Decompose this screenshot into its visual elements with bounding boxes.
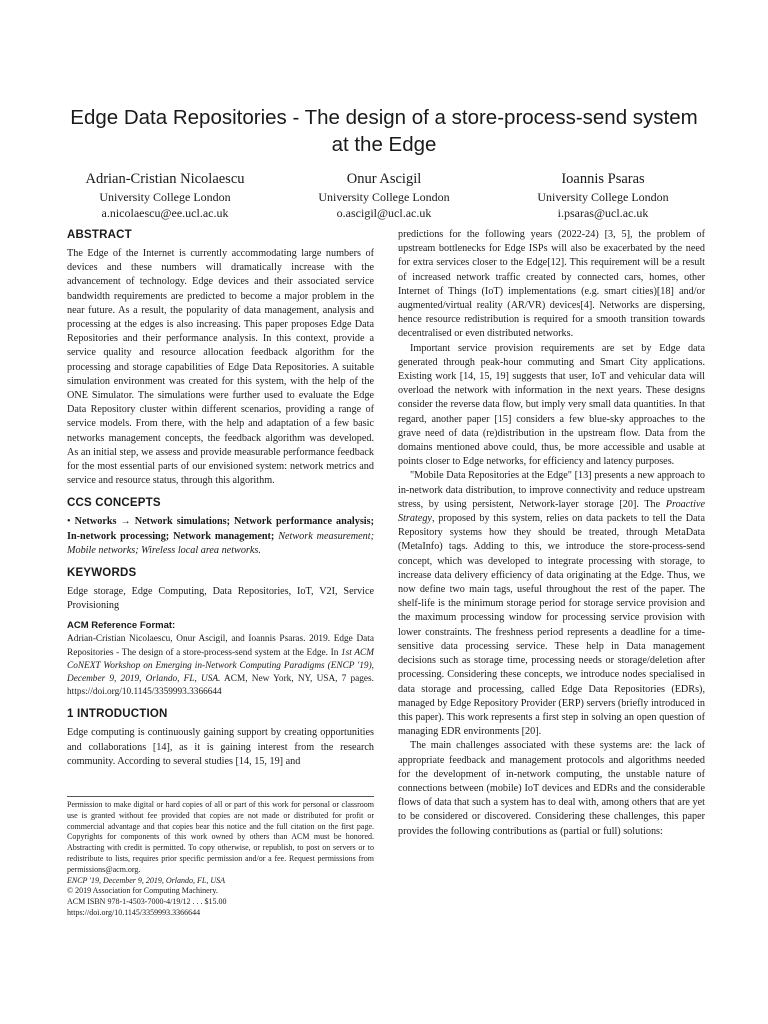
author-affiliation: University College London — [537, 190, 669, 204]
proactive-strategy-term: Proactive Strategy — [398, 498, 705, 525]
acm-reference-authors: Adrian-Cristian Nicolaescu, Onur Ascigil, and Ioannis Psaras. 2019. Edge Data Repositories - The design of a store-process-send system at the Edge. In — [67, 634, 374, 658]
acm-reference-heading: ACM Reference Format: — [67, 620, 176, 632]
ccs-bold-terms: Networks → Network simulations; Network performance analysis; In-network processing; Network management; — [67, 516, 374, 542]
body-paragraph-1: predictions for the following years (2022-24) [3, 5], the problem of upstream bottlenecks for Edge ISPs will also be exacerbated by the need for extra services closer to the Edge[12]. This requirement will be a result of increased network traffic created by connected cars, homes, other Internet of Things (IoT) implementations (e.g. smart cities)[18] and/or augmented/virtual reality (AR/VR) devices[4]. Networks are dispersing, hence resource redistribution is required for a smooth transition towards decentralised or even distributed networks. — [398, 229, 705, 340]
author-name: Ioannis Psaras — [561, 171, 645, 187]
author-email: a.nicolaescu@ee.ucl.ac.uk — [101, 206, 229, 220]
ccs-heading: CCS CONCEPTS — [67, 497, 161, 510]
venue-line — [67, 876, 374, 887]
copyright-footnote — [67, 796, 374, 919]
venue-text: ENCP '19, December 9, 2019, Orlando, FL, USA — [67, 875, 225, 885]
author-1 — [60, 170, 270, 221]
abstract-heading: ABSTRACT — [67, 229, 132, 241]
author-email: o.ascigil@ucl.ac.uk — [336, 206, 432, 220]
author-email: i.psaras@ucl.ac.uk — [557, 206, 649, 220]
paper-title: Edge Data Repositories - The design of a store-process-send system at the Edge — [70, 106, 698, 156]
isbn-line: ACM ISBN 978-1-4503-7000-4/19/12 . . . $15.00 — [67, 897, 227, 907]
author-block — [60, 170, 708, 221]
ccs-concepts — [67, 515, 374, 558]
ccs-italic-terms: Network measurement; Mobile networks; Wireless local area networks. — [67, 530, 374, 556]
acm-reference-doi: ACM, New York, NY, USA, 7 pages. https://doi.org/10.1145/3359993.3366644 — [67, 674, 374, 698]
author-2 — [279, 170, 489, 221]
author-affiliation: University College London — [99, 190, 231, 204]
permission-notice: Permission to make digital or hard copies of all or part of this work for personal or classroom use is granted without fee provided that copies are not made or distributed for profit or commercial advantage and that copies bear this notice and the full citation on the first page. Copyrights for components of this work owned by others than ACM must be honored. Abstracting with credit is permitted. To copy otherwise, or republish, to post on servers or to redistribute to lists, requires prior specific permission and/or a fee. Request permissions from permissions@acm.org. — [67, 800, 374, 874]
copyright-line: © 2019 Association for Computing Machinery. — [67, 886, 218, 896]
right-column — [398, 228, 705, 839]
body-paragraph-4: The main challenges associated with these systems are: the lack of appropriate feedback and management protocols and algorithms needed for the development of in-network computing, the unstable nature of connections between (mobile) IoT devices and EDRs and the considerable flows of data that such a system has to deal with, among others that are yet to be considered or discovered. Considering these challenges, this paper provides the following contributions as (partial or full) solutions: — [398, 740, 705, 837]
body-paragraph-3 — [398, 469, 705, 739]
acm-reference — [67, 633, 374, 699]
acm-reference-venue: 1st ACM CoNEXT Workshop on Emerging in-Network Computing Paradigms (ENCP '19), December 9, 2019, Orlando, FL, USA. — [67, 647, 374, 685]
abstract-text: The Edge of the Internet is currently accommodating large numbers of devices and these numbers will dramatically increase with the advancement of technology. Edge devices and their associated service bandwidth requirements are predicted to become a major problem in the near future. As a result, the popularity of data management, analysis and processing at the edges is also increasing. This paper proposes Edge Data Repositories and their performance analysis. In this context, provide a service quality and resource allocation feedback algorithm for the processing and storage capabilities of Edge Data Repositories. A suitable simulation environment was created for this system, with the help of the ONE Simulator. The simulations were further used to evaluate the Edge Data Repository cluster within different scenarios, providing a range of service models. From there, with the help and adaptation of a few basic networks management concepts, the feedback algorithm was developed. As an initial step, we assess and provide measurable performance feedback for the most essential parts of our envisioned system: network metrics and service and resource status, through this algorithm. — [67, 248, 374, 487]
author-3 — [498, 170, 708, 221]
body-paragraph-3-end: , proposed by this system, relies on data packets to tell the Data Repository systems how they should be treated, through MetaData (MetaInfo) tags. Adding to this, we introduce the store-process-send concept, which was developed to integrate processing with storage, to increase data delivery efficiency of data originating at the Edge. Thus, we now define two main tags, useful throughout the rest of the paper. The shelf-life is the minimum storage period for storage service provision and the maximum processing window for processing service provision with lower constraints. The freshness period represents a deadline for a time-sensitive data processing service. These help in Data management decisions such as storage time, processing needs or storage/deletion after processing. Considering these concepts, we introduce nodes specialised in data storage and processing, called Edge Data Repositories (EDRs), managed by Edge Repository Provider (ERP) servers (briefly introduced in this paper). This work represents a first step in solving an open question of managing EDR environments [20]. — [398, 513, 705, 738]
left-column — [67, 228, 374, 769]
author-name: Adrian-Cristian Nicolaescu — [85, 171, 245, 187]
body-paragraph-3-start: "Mobile Data Repositories at the Edge" [13] presents a new approach to in-network data distribution, to improve connectivity and reduce upstream stress, by using persistent, Network-layer storage [20]. The — [398, 470, 705, 510]
keywords-heading: KEYWORDS — [67, 567, 137, 580]
doi-line: https://doi.org/10.1145/3359993.3366644 — [67, 907, 201, 917]
ccs-bullet: • — [67, 516, 75, 528]
body-paragraph-2: Important service provision requirements are set by Edge data generated through peak-hour commuting and Smart City applications. Existing work [14, 15, 19] suggests that user, IoT and vehicular data will overload the network with information in the next years. These designs consider the reverse data flow, but imply very small data quantities. In that regard, another paper [15] considers a few blue-sky approaches to the grave need of data (re)distribution in the upstream flow. Data from the domains mentioned above could, thus, be more accessible and usable at points closer to Edge networks, for efficiency and latency purposes. — [398, 342, 705, 468]
author-name: Onur Ascigil — [346, 171, 422, 187]
keywords-text: Edge storage, Edge Computing, Data Repositories, IoT, V2I, Service Provisioning — [67, 586, 374, 612]
introduction-paragraph: Edge computing is continuously gaining support by creating opportunities and collaborations [14], as it is gaining interest from the research community. According to several studies [14, 15, 19] and — [67, 727, 374, 767]
author-affiliation: University College London — [318, 190, 450, 204]
introduction-heading: 1 INTRODUCTION — [67, 708, 168, 721]
